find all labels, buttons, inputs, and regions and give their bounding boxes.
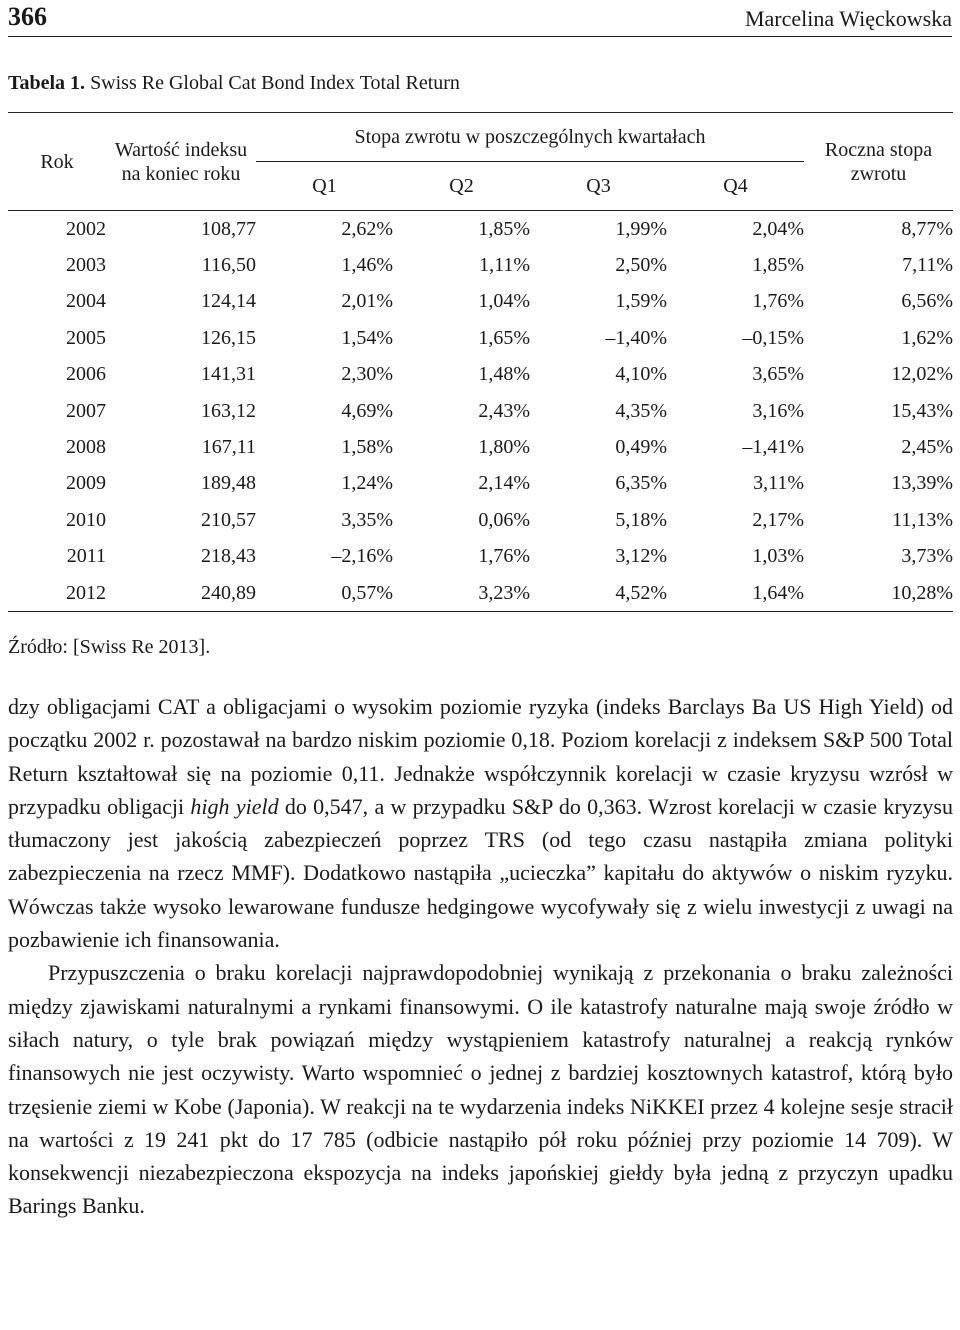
cell-index-value: 240,89	[106, 575, 256, 612]
cell-year: 2011	[66, 545, 106, 568]
cell-annual-return: 6,56%	[901, 290, 953, 313]
cell-q3: 1,99%	[615, 217, 667, 240]
cell-index-value: 108,77	[201, 217, 256, 240]
cell-q4: –0,15%	[742, 326, 804, 349]
cell-q3: 4,35%	[615, 399, 667, 422]
table-caption-title: Swiss Re Global Cat Bond Index Total Return	[85, 72, 460, 94]
cell-year: 2007	[66, 399, 106, 422]
cell-annual-return: 8,77%	[901, 217, 953, 240]
table-row	[8, 284, 953, 320]
author-running-head: Marcelina Więckowska	[744, 6, 952, 31]
cell-annual-return: 7,11%	[902, 254, 953, 277]
cell-q4: 3,65%	[752, 363, 804, 386]
cell-annual-return: 2,45%	[901, 436, 953, 459]
cell-annual-return: 3,73%	[901, 545, 953, 568]
cell-q3: 1,59%	[615, 290, 667, 313]
header-quarterly-returns: Stopa zwrotu w poszczególnych kwartałach	[354, 126, 706, 148]
paragraph-1-part-2: do 0,547, a w przypadku S&P do 0,363. Wzrost korelacji w czasie kryzysu tłumaczony jest jakością zabezpieczeń poprzez TRS (od tego czasu nastąpiła zmiana polityki zabezpieczenia na rzecz MMF). Dodatkowo nastąpiła „ucieczka” kapitału do aktywów o niskim ryzyku. Wówczas także wysoko lewarowane fundusze hedgingowe wycofywały się z wielu inwestycji z uwagi na pozbawienie ich finansowania.	[8, 793, 953, 953]
header-year: Rok	[40, 150, 74, 173]
header-annual-return: Roczna stopa zwrotu	[824, 138, 933, 185]
cell-q2: 0,06%	[478, 508, 530, 531]
cell-q2: 1,48%	[478, 363, 530, 386]
cell-q3: 4,52%	[530, 575, 667, 612]
cell-q4: 1,64%	[667, 575, 804, 612]
cell-year: 2005	[66, 326, 106, 349]
cell-q1: 1,58%	[341, 436, 393, 459]
page-number: 366	[8, 2, 47, 31]
cell-index-value: 141,31	[201, 363, 256, 386]
cell-year: 2002	[66, 217, 106, 240]
cell-annual-return: 11,13%	[892, 508, 953, 531]
cell-q4: –1,41%	[742, 436, 804, 459]
cell-annual-return: 10,28%	[804, 575, 953, 612]
table-row	[8, 211, 953, 248]
header-q4: Q4	[667, 162, 804, 211]
cell-q3: –1,40%	[605, 326, 667, 349]
cell-q2: 3,23%	[393, 575, 530, 612]
cell-q4: 1,03%	[752, 545, 804, 568]
header-q1: Q1	[256, 162, 393, 211]
table-row	[8, 429, 953, 465]
cell-q4: 2,04%	[752, 217, 804, 240]
cell-q3: 0,49%	[615, 436, 667, 459]
table-body	[8, 211, 953, 612]
table-row	[8, 539, 953, 575]
table-row	[8, 320, 953, 356]
cell-year: 2004	[66, 290, 106, 313]
cell-q1: 1,54%	[341, 326, 393, 349]
paragraph-1	[8, 690, 953, 956]
cell-q3: 2,50%	[615, 254, 667, 277]
table-caption	[8, 72, 460, 95]
cell-q4: 1,85%	[752, 254, 804, 277]
cell-q2: 1,85%	[478, 217, 530, 240]
cell-q1: 4,69%	[341, 399, 393, 422]
cell-index-value: 126,15	[201, 326, 256, 349]
cell-q2: 1,65%	[478, 326, 530, 349]
cell-q2: 1,04%	[478, 290, 530, 313]
cell-index-value: 167,11	[201, 436, 256, 459]
cell-annual-return: 1,62%	[901, 326, 953, 349]
cell-year: 2008	[66, 436, 106, 459]
paragraph-1-part-1: dzy obligacjami CAT a obligacjami o wysokim poziomie ryzyka (indeks Barclays Ba US High Yield) od początku 2002 r. pozostawał na bardzo niskim poziomie 0,18. Poziom korelacji z indeksem S&P 500 Total Return kształtował się na poziomie 0,11. Jednakże współczynnik korelacji w czasie kryzysu wzrósł w przypadku obligacji	[8, 694, 953, 819]
cell-q3: 5,18%	[615, 508, 667, 531]
body-text	[8, 690, 953, 1223]
cell-year: 2012	[8, 575, 106, 612]
cell-q1: 1,24%	[341, 472, 393, 495]
cell-q1: 1,46%	[341, 254, 393, 277]
table-source: Źródło: [Swiss Re 2013].	[8, 636, 211, 658]
cell-annual-return: 15,43%	[891, 399, 953, 422]
cell-q2: 2,14%	[478, 472, 530, 495]
cell-q1: 2,01%	[341, 290, 393, 313]
cell-q2: 1,76%	[478, 545, 530, 568]
table-row	[8, 502, 953, 538]
table-row	[8, 393, 953, 429]
cell-q1: 2,30%	[341, 363, 393, 386]
cell-q1: 2,62%	[341, 217, 393, 240]
cell-q1: 3,35%	[341, 508, 393, 531]
table-caption-label: Tabela 1.	[8, 72, 86, 94]
table-row	[8, 247, 953, 283]
cell-index-value: 124,14	[201, 290, 256, 313]
header-index-value: Wartość indeksu na koniec roku	[114, 138, 248, 185]
cell-index-value: 189,48	[201, 472, 256, 495]
cell-year: 2006	[66, 363, 106, 386]
cell-q1: –2,16%	[331, 545, 393, 568]
cell-q4: 3,16%	[752, 399, 804, 422]
cell-index-value: 116,50	[201, 254, 256, 277]
cell-year: 2010	[66, 508, 106, 531]
header-q2: Q2	[393, 162, 530, 211]
cell-q3: 4,10%	[615, 363, 667, 386]
cell-q1: 0,57%	[256, 575, 393, 612]
running-header	[8, 0, 952, 37]
cell-year: 2003	[66, 254, 106, 277]
cell-q4: 3,11%	[753, 472, 804, 495]
cell-index-value: 218,43	[201, 545, 256, 568]
paragraph-1-italic-term: high yield	[190, 793, 279, 819]
cell-year: 2009	[66, 472, 106, 495]
cell-annual-return: 12,02%	[891, 363, 953, 386]
table-row	[8, 466, 953, 502]
cat-bond-index-table	[8, 112, 953, 612]
header-q3: Q3	[530, 162, 667, 211]
cell-q2: 2,43%	[478, 399, 530, 422]
table-row	[8, 575, 953, 612]
cell-q4: 1,76%	[752, 290, 804, 313]
paragraph-2: Przypuszczenia o braku korelacji najprawdopodobniej wynikają z przekonania o braku zależności między zjawiskami naturalnymi a rynkami finansowymi. O ile katastrofy naturalne mają swoje źródło w siłach natury, o tyle brak powiązań między wystąpieniem katastrofy naturalnej a reakcją rynków finansowych nie jest oczywisty. Warto wspomnieć o jednej z bardziej kosztownych katastrof, którą było trzęsienie ziemi w Kobe (Japonia). W reakcji na te wydarzenia indeks NiKKEI przez 4 kolejne sesje stracił na wartości z 19 241 pkt do 17 785 (odbicie nastąpiło pół roku później przy poziomie 14 709). W konsekwencji niezabezpieczona ekspozycja na indeks japońskiej giełdy była jedną z przyczyn upadku Barings Banku.	[8, 960, 953, 1219]
cell-q3: 6,35%	[615, 472, 667, 495]
cell-annual-return: 13,39%	[891, 472, 953, 495]
table-row	[8, 357, 953, 393]
cell-q3: 3,12%	[615, 545, 667, 568]
cell-q2: 1,11%	[479, 254, 530, 277]
cell-q2: 1,80%	[478, 436, 530, 459]
cell-index-value: 163,12	[201, 399, 256, 422]
cell-q4: 2,17%	[752, 508, 804, 531]
cell-index-value: 210,57	[201, 508, 256, 531]
